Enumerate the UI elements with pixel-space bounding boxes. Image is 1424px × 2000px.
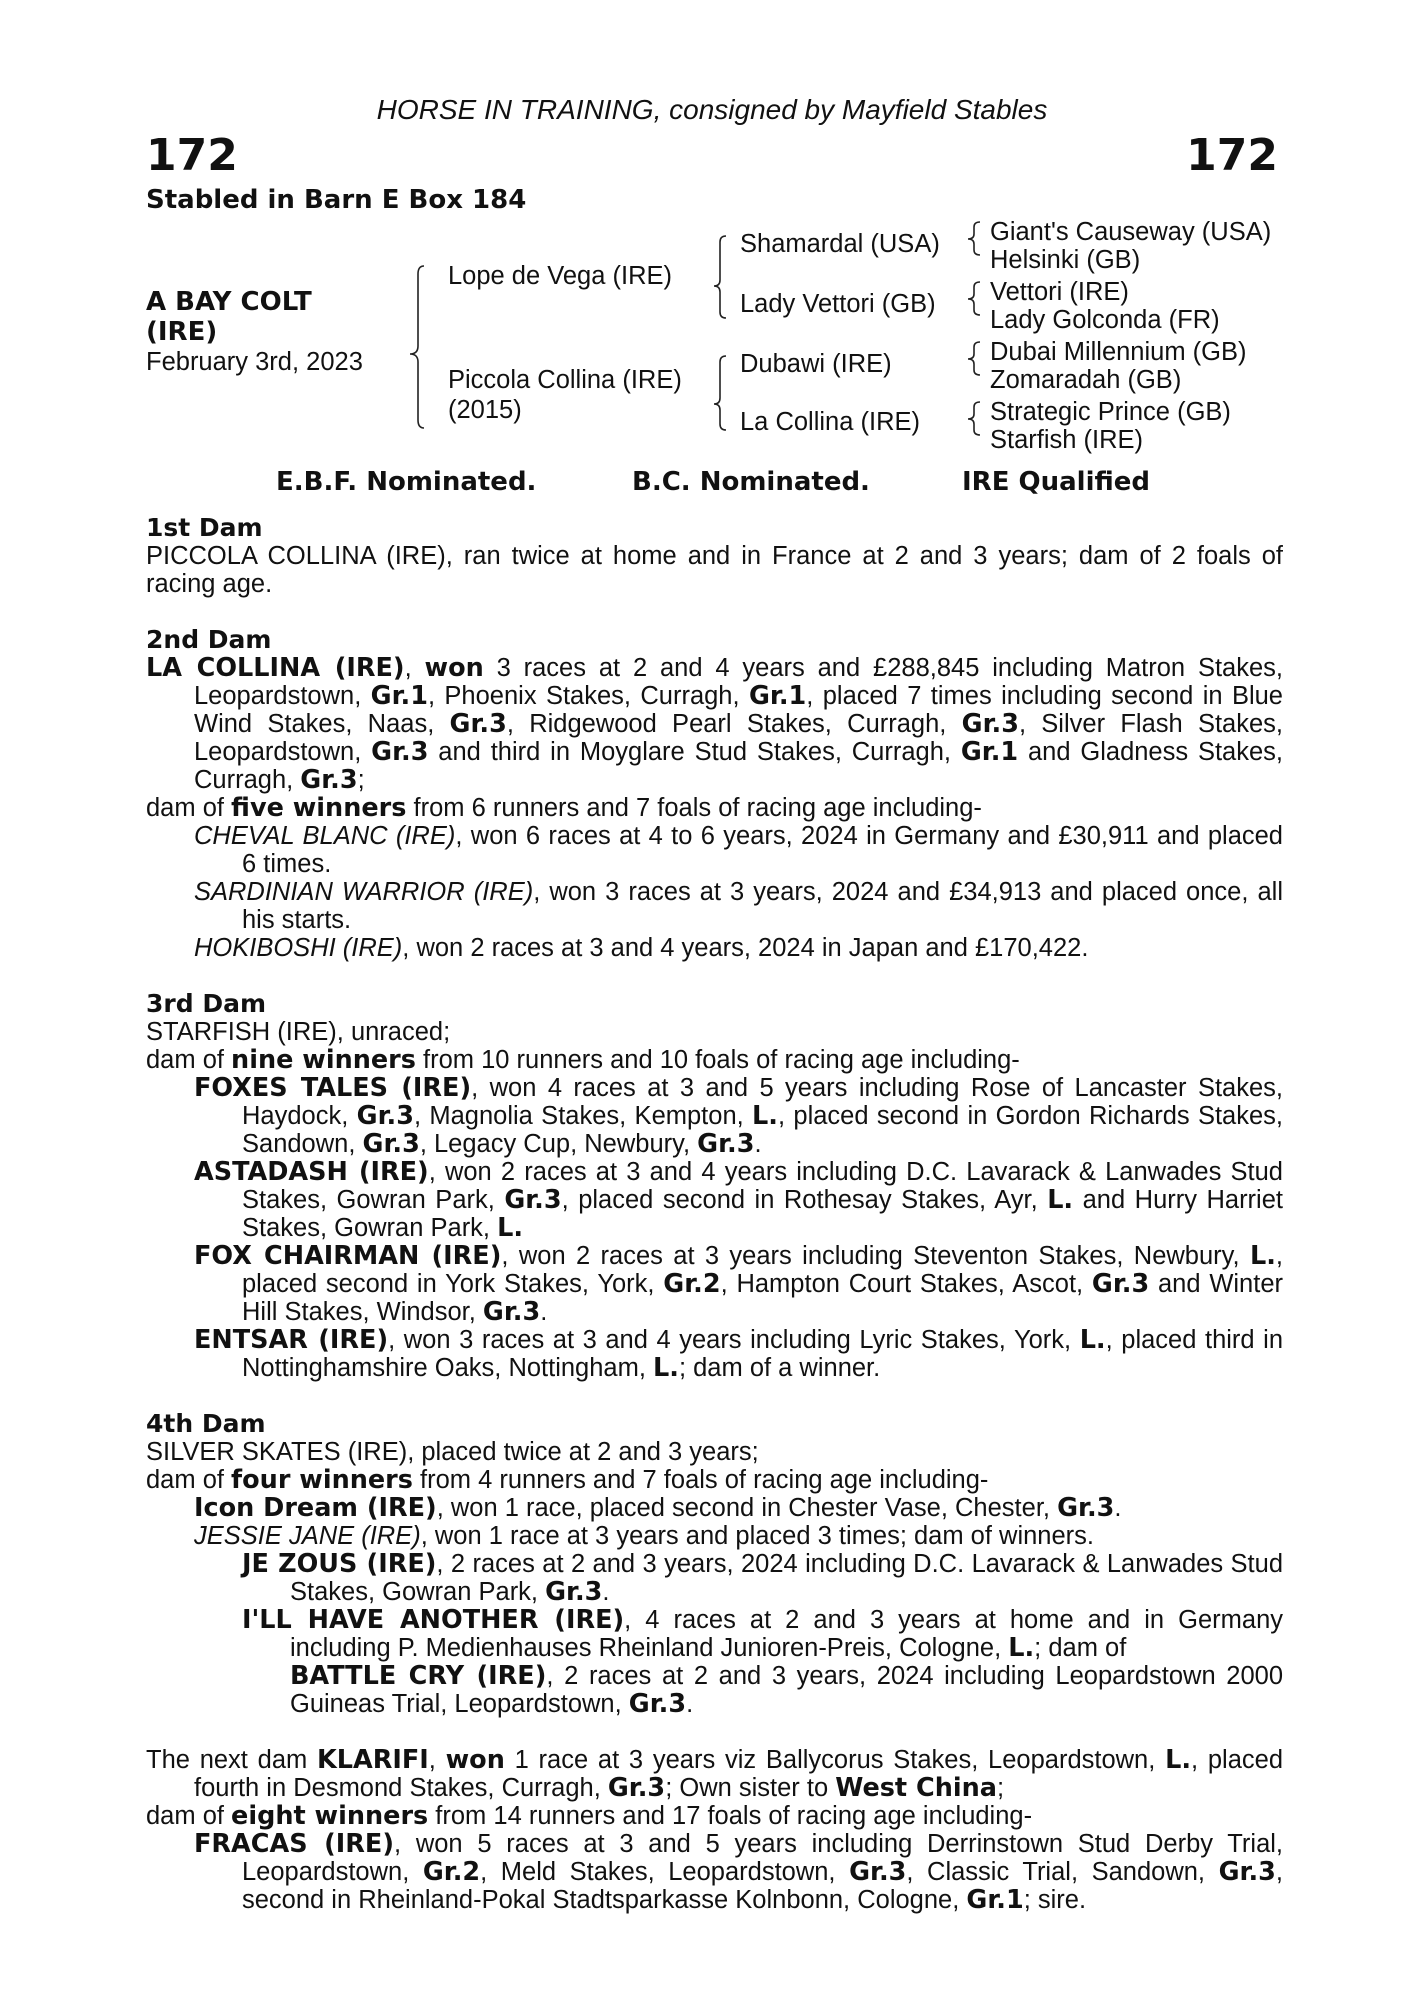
fourth-dam-section (146, 1410, 1283, 1718)
brace-dam (714, 356, 726, 430)
pedigree-dam-line1: Piccola Collina (IRE) (448, 366, 682, 394)
pedigree-dsd: Zomaradah (GB) (990, 366, 1182, 394)
catalogue-header: HORSE IN TRAINING, consigned by Mayfield Stables (376, 94, 1048, 125)
list-item: I'LL HAVE ANOTHER (IRE), 4 races at 2 and 3 years at home and in Germany including P. Medienhauses Rheinland Junioren-Preis, Cologne, L.; dam of (242, 1605, 1284, 1663)
list-item: CHEVAL BLANC (IRE), won 6 races at 4 to 6 years, 2024 in Germany and £30,911 and placed 6 times. (194, 822, 1283, 878)
lot-number-left: 172 (146, 130, 238, 181)
pedigree-sire: Lope de Vega (IRE) (448, 262, 672, 290)
pedigree-sdd: Lady Golconda (FR) (990, 306, 1220, 334)
third-dam-text: STARFISH (IRE), unraced; (146, 1018, 451, 1046)
brace-sire (714, 236, 726, 318)
second-dam-name: LA COLLINA (IRE) (146, 653, 405, 683)
pedigree-ddd: Starfish (IRE) (990, 426, 1144, 454)
brace-main (410, 266, 424, 428)
second-dam-title: 2nd Dam (146, 625, 272, 654)
stabled-location: Stabled in Barn E Box 184 (146, 185, 527, 215)
second-dam-produce-summary: dam of five winners from 6 runners and 7 foals of racing age including- (146, 793, 982, 823)
horse-description-line1: A BAY COLT (146, 287, 312, 317)
ire-qualified: IRE Qualified (962, 467, 1151, 497)
second-dam-record: LA COLLINA (IRE), won 3 races at 2 and 4 years and £288,845 including Matron Stakes, Leopardstown, Gr.1, Phoenix Stakes, Curragh, Gr.1, placed 7 times including second in Blue Wind Stakes, Naas, Gr.3, Ridgewood Pearl Stakes, Curragh, Gr.3, Silver Flash Stakes, Leopardstown, Gr.3 and third in Moyglare Stud Stakes, Curragh, Gr.1 and Gladness Stakes, Curragh, Gr.3; (146, 653, 1283, 795)
lot-number-right: 172 (1186, 130, 1278, 181)
pedigree-dam-sire: Dubawi (IRE) (740, 350, 892, 378)
pedigree-sire-sire: Shamardal (USA) (740, 230, 940, 258)
first-dam-section (146, 514, 1283, 598)
list-item: FRACAS (IRE), won 5 races at 3 and 5 years including Derrinstown Stud Derby Trial, Leopardstown, Gr.2, Meld Stakes, Leopardstown, Gr.3, Classic Trial, Sandown, Gr.3, second in Rheinland-Pokal Stadtsparkasse Kolnbonn, Cologne, Gr.1; sire. (194, 1829, 1283, 1915)
list-item: ASTADASH (IRE), won 2 races at 3 and 4 years including D.C. Lavarack & Lanwades Stud Stakes, Gowran Park, Gr.3, placed second in Rothesay Stakes, Ayr, L. and Hurry Harriet Stakes, Gowran Park, L. (194, 1157, 1283, 1243)
pedigree-dam-line2: (2015) (448, 396, 522, 424)
pedigree-dss: Dubai Millennium (GB) (990, 338, 1247, 366)
list-item: JESSIE JANE (IRE), won 1 race at 3 years and placed 3 times; dam of winners. (194, 1522, 1094, 1550)
catalogue-body (146, 514, 1283, 1914)
second-dam-section (146, 626, 1283, 962)
list-item: FOX CHAIRMAN (IRE), won 2 races at 3 years including Steventon Stakes, Newbury, L., placed second in York Stakes, York, Gr.2, Hampton Court Stakes, Ascot, Gr.3 and Winter Hill Stakes, Windsor, Gr.3. (194, 1241, 1283, 1327)
horse-description-line2: (IRE) (146, 317, 218, 347)
ebf-nomination: E.B.F. Nominated. (276, 467, 537, 497)
list-item: SARDINIAN WARRIOR (IRE), won 3 races at 3 years, 2024 and £34,913 and placed once, all his starts. (194, 878, 1283, 934)
next-dam-record: The next dam KLARIFI, won 1 race at 3 years viz Ballycorus Stakes, Leopardstown, L., placed fourth in Desmond Stakes, Curragh, Gr.3; Own sister to West China; (146, 1745, 1284, 1803)
fourth-dam-produce-summary: dam of four winners from 4 runners and 7 foals of racing age including- (146, 1465, 989, 1495)
pedigree-dam-dam: La Collina (IRE) (740, 408, 920, 436)
pedigree-sss: Giant's Causeway (USA) (990, 218, 1272, 246)
next-dam-name: KLARIFI (317, 1745, 429, 1775)
next-dam-produce-summary: dam of eight winners from 14 runners and 17 foals of racing age including- (146, 1801, 1033, 1831)
list-item: Icon Dream (IRE), won 1 race, placed second in Chester Vase, Chester, Gr.3. (194, 1493, 1122, 1523)
third-dam-section (146, 990, 1283, 1382)
fourth-dam-title: 4th Dam (146, 1409, 266, 1438)
list-item: BATTLE CRY (IRE), 2 races at 2 and 3 years, 2024 including Leopardstown 2000 Guineas Trial, Leopardstown, Gr.3. (290, 1661, 1284, 1719)
list-item: HOKIBOSHI (IRE), won 2 races at 3 and 4 years, 2024 in Japan and £170,422. (194, 934, 1089, 962)
foaling-date: February 3rd, 2023 (146, 348, 363, 376)
pedigree-sire-dam: Lady Vettori (GB) (740, 290, 936, 318)
bc-nomination: B.C. Nominated. (632, 467, 870, 497)
pedigree-ssd: Helsinki (GB) (990, 246, 1141, 274)
next-dam-section (146, 1746, 1283, 1914)
fourth-dam-text: SILVER SKATES (IRE), placed twice at 2 and 3 years; (146, 1438, 759, 1466)
list-item: FOXES TALES (IRE), won 4 races at 3 and 5 years including Rose of Lancaster Stakes, Haydock, Gr.3, Magnolia Stakes, Kempton, L., placed second in Gordon Richards Stakes, Sandown, Gr.3, Legacy Cup, Newbury, Gr.3. (194, 1073, 1283, 1159)
third-dam-title: 3rd Dam (146, 989, 266, 1018)
list-item: JE ZOUS (IRE), 2 races at 2 and 3 years, 2024 including D.C. Lavarack & Lanwades Stud Stakes, Gowran Park, Gr.3. (242, 1549, 1283, 1607)
pedigree-dds: Strategic Prince (GB) (990, 398, 1231, 426)
first-dam-title: 1st Dam (146, 513, 263, 542)
third-dam-produce-summary: dam of nine winners from 10 runners and 10 foals of racing age including- (146, 1045, 1020, 1075)
first-dam-text: PICCOLA COLLINA (IRE), ran twice at home and in France at 2 and 3 years; dam of 2 foals of racing age. (146, 542, 1283, 598)
list-item: ENTSAR (IRE), won 3 races at 3 and 4 years including Lyric Stakes, York, L., placed third in Nottinghamshire Oaks, Nottingham, L.; dam of a winner. (194, 1325, 1283, 1383)
pedigree-sds: Vettori (IRE) (990, 278, 1129, 306)
